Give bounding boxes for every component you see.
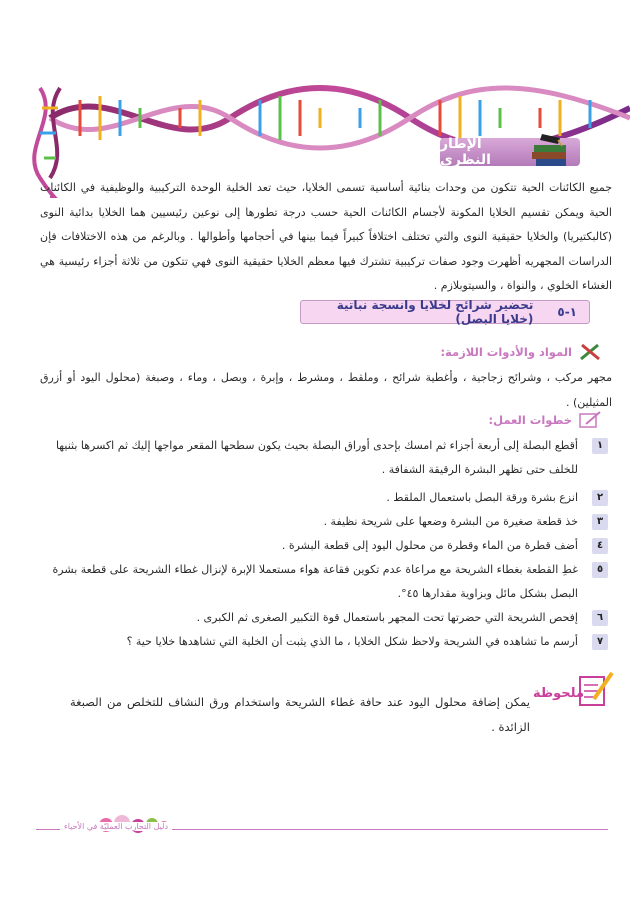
experiment-title-bar <box>300 300 590 324</box>
step-number: ٧ <box>592 634 608 650</box>
procedure-step <box>40 558 608 606</box>
intro-paragraph: جميع الكائنات الحية تتكون من وحدات بنائية أساسية تسمى الخلايا، حيث تعد الخلية الوحدة التركيبية والوظيفية في الكائنات الحية ويمكن تقسيم الخلايا المكونة لأجسام الكائنات الحية حسب درجة تطورها إلى نوعين رئيسيين هما الخلايا بدائية النوى (كالبكتيريا) والخلايا حقيقية النوى والتي تختلف اختلافاً كبيراً فيما بينها في أحجامها وأطوالها . وبالرغم من هذه الاختلافات فإن الدراسات المجهريه أظهرت وجود صفات تركيبية تشترك فيها معظم الخلايا حقيقية النوى فهي تتكون من ثلاثة أجزاء رئيسية هي الغشاء الخلوي ، والنواة ، والسيتوبلازم . <box>40 181 612 292</box>
experiment-number: ١-٥ <box>557 305 577 319</box>
step-text: خذ قطعة صغيرة من البشرة وضعها على شريحة نظيفة . <box>323 515 578 528</box>
procedure-step <box>40 606 608 630</box>
note-text: يمكن إضافة محلول اليود عند حافة غطاء الشريحة واستخدام ورق النشاف للتخلص من الصبغة الزائدة . <box>70 695 530 734</box>
procedure-step <box>40 630 608 654</box>
procedure-heading <box>488 410 602 430</box>
step-number: ٥ <box>592 562 608 578</box>
footer-text: دليل التجارب العمليّة في الأحياء <box>60 822 172 831</box>
procedure-step <box>40 534 608 558</box>
step-number: ١ <box>592 438 608 454</box>
materials-text: مجهر مركب ، وشرائح زجاجية ، وأغطية شرائح ، وملقط ، ومشرط ، وإبرة ، وبصل ، وماء ، وصبغة (محلول اليود أو أزرق المثيلين) . <box>40 371 612 409</box>
step-number: ٢ <box>592 490 608 506</box>
experiment-title: تحضير شرائح لخلايا وانسجة نباتية (خلايا البصل) <box>336 298 534 326</box>
note-label: ملحوظة <box>533 686 585 701</box>
tools-icon <box>578 342 602 362</box>
step-text: أضف قطرة من الماء وقطرة من محلول اليود إلى قطعة البشرة . <box>281 539 578 552</box>
procedure-step <box>40 510 608 534</box>
step-text: غطِ القطعة بغطاء الشريحة مع مراعاة عدم تكوين فقاعة هواء مستعملا الإبرة لإنزال غطاء الشريحة على قطعة بشرة البصل بشكل مائل وبزاوية مقدارها ٤٥°. <box>52 563 578 600</box>
step-number: ٤ <box>592 538 608 554</box>
section-title: الإطار النظري <box>440 136 491 168</box>
procedure-step <box>40 486 608 510</box>
materials-heading <box>440 342 602 362</box>
step-text: أقطع البصلة إلى أربعة أجزاء ثم امسك بإحدى أوراق البصلة بحيث يكون سطحها المقعر مواجها إليك ثم اكسرها بثنيها للخلف حتى تظهر البشرة الرقيقة الشفافة . <box>55 439 578 476</box>
step-number: ٦ <box>592 610 608 626</box>
writing-icon <box>578 410 602 430</box>
step-text: أرسم ما تشاهده في الشريحة ولاحظ شكل الخلايا ، ما الذي يثبت أن الخلية التي تشاهدها خلايا حية ؟ <box>126 635 578 648</box>
procedure-step <box>40 434 608 482</box>
books-icon <box>528 130 572 170</box>
procedure-heading-text: خطوات العمل: <box>488 413 572 427</box>
step-number: ٣ <box>592 514 608 530</box>
step-text: انزع بشرة ورقة البصل باستعمال الملقط . <box>386 491 578 504</box>
materials-heading-text: المواد والأدوات اللازمة: <box>440 345 572 359</box>
step-text: إفحص الشريحة التي حضرتها تحت المجهر باستعمال قوة التكبير الصغرى ثم الكبرى . <box>196 611 578 624</box>
